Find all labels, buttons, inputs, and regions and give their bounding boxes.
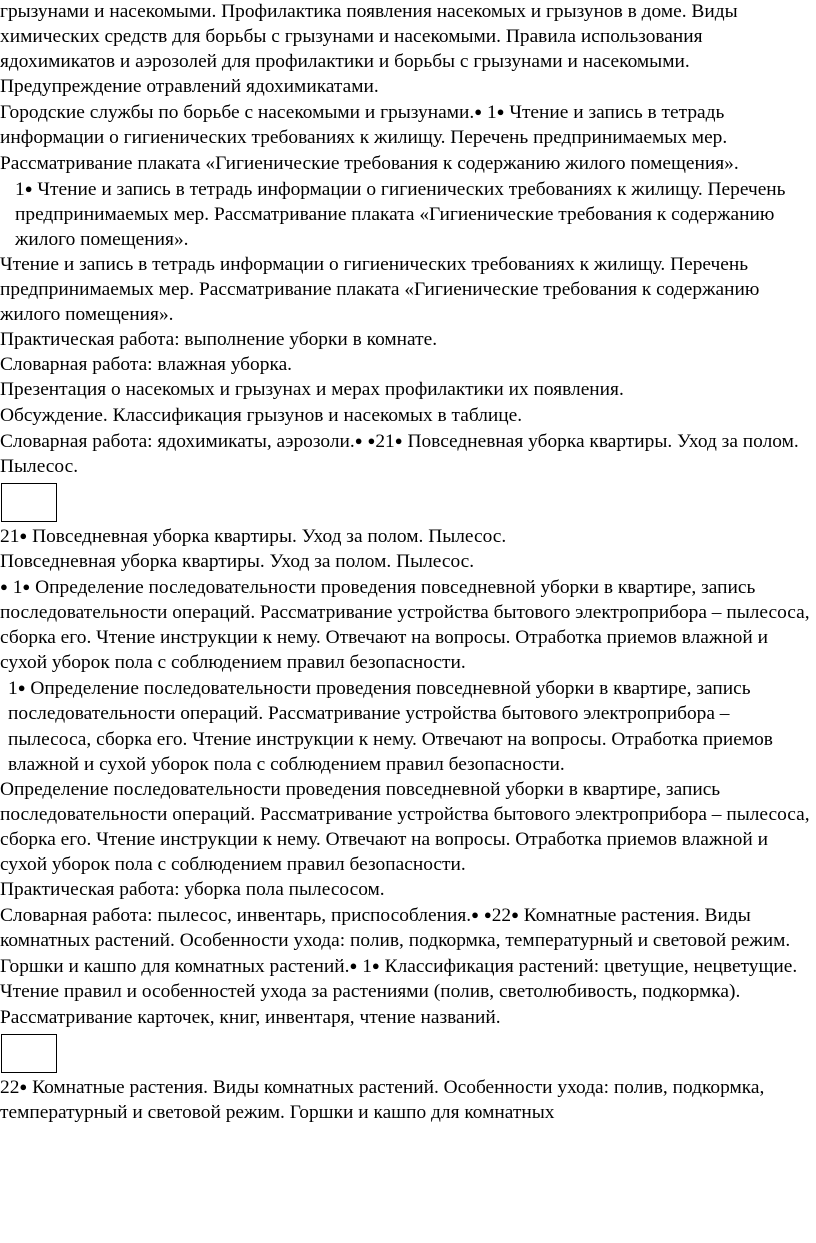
item-number: 1 [8,678,18,700]
paragraph [0,523,814,549]
paragraph: Практическая работа: выполнение уборки в комнате. [0,329,438,351]
paragraph: Чтение и запись в тетрадь информации о гигиенических требованиях к жилищу. Перечень предпринимаемых мер. Рассматривание плаката «Гигиенические требования к содержанию жилого помещения». [0,253,760,326]
bullet-icon: ● [24,180,33,196]
bullet-icon: ● [19,527,28,543]
bullet-icon: ● [483,907,492,923]
paragraph: Обсуждение. Классификация грызунов и насекомых в таблице. [0,404,523,426]
bullet-icon: ● [394,432,403,448]
paragraph: грызунами и насекомыми. Профилактика появления насекомых и грызунов в доме. Виды химических средств для борьбы с грызунами и насекомыми. Правила использования ядохимикатов и аэрозолей для профилактики и борьбы с грызунами и насекомыми. Предупреждение отравлений ядохимикатами. [0,1,738,98]
paragraph [0,574,814,675]
paragraph: Определение последовательности проведения повседневной уборки в квартире, запись последовательности операций. Рассматривание устройства бытового электроприбора – пылесоса, сборка его. Чтение инструкции к нему. Отвечают на вопросы. Отработка приемов влажной и сухой уборок пола с соблюдением правил безопасности. [0,778,810,875]
item-number: 1 [12,576,23,598]
item-number: 22 [0,1076,20,1098]
bullet-icon: ● [19,1078,28,1094]
topic-title: Повседневная уборка квартиры. Уход за полом. Пылесос. [0,430,799,477]
empty-table-cell [1,1034,57,1073]
paragraph [0,1074,814,1125]
item-number: 1 [15,178,25,200]
paragraph-text: Чтение и запись в тетрадь информации о гигиенических требованиях к жилищу. Перечень предпринимаемых мер. Рассматривание плаката «Гигиенические требования к содержанию жилого помещения». [15,178,786,250]
bullet-icon: ● [371,958,380,974]
paragraph: Презентация о насекомых и грызунах и мерах профилактики их появления. [0,379,624,401]
paragraph-text: Словарная работа: ядохимикаты, аэрозоли. [0,430,355,452]
bullet-icon: ● [354,432,363,448]
topic-title: Комнатные растения. Виды комнатных растений. Особенности ухода: полив, подкормка, температурный и световой режим. Горшки и кашпо для комнатных [0,1076,765,1123]
paragraph-text: Чтение и запись в тетрадь информации о гигиенических требованиях к жилищу. Перечень предпринимаемых мер. Рассматривание плаката «Гигиенические требования к содержанию жилого помещения». [0,102,739,174]
paragraph-text: Классификация растений: цветущие, нецветущие. Чтение правил и особенностей ухода за растениями (полив, светолюбивость, подкормка). Рассматривание карточек, книг, инвентаря, чтение названий. [0,956,798,1028]
paragraph [0,902,814,1029]
bullet-icon: ● [0,578,8,594]
item-number: 1 [362,956,372,978]
section-heading: Комнатные растения. Виды комнатных растений. Особенности ухода: полив, подкормка, температурный и световой режим. Горшки и кашпо для комнатных растений. [0,905,791,978]
paragraph-text: Словарная работа: пылесос, инвентарь, приспособления. [0,905,472,927]
item-number: 22 [491,905,512,927]
bullet-icon: ● [474,104,483,120]
bullet-icon: ● [471,907,479,923]
paragraph [0,428,814,479]
bullet-icon: ● [367,432,376,448]
topic-title: Повседневная уборка квартиры. Уход за полом. Пылесос. [32,525,507,547]
paragraph-text: Определение последовательности проведения повседневной уборки в квартире, запись последовательности операций. Рассматривание устройства бытового электроприбора – пылесоса, сборка его. Чтение инструкции к нему. Отвечают на вопросы. Отработка приемов влажной и сухой уборок пола с соблюдением правил безопасности. [0,576,810,674]
item-number: 21 [375,430,395,452]
bullet-icon: ● [496,104,505,120]
item-number: 21 [0,525,20,547]
bullet-icon: ● [349,958,358,974]
bullet-icon: ● [17,680,26,696]
bullet-icon: ● [22,578,31,594]
paragraph [0,99,814,175]
empty-table-cell [1,483,57,522]
paragraph: Практическая работа: уборка пола пылесосом. [0,879,385,901]
paragraph-text: Определение последовательности проведения повседневной уборки в квартире, запись последовательности операций. Рассматривание устройства бытового электроприбора – пылесоса, сборка его. Чтение инструкции к нему. Отвечают на вопросы. Отработка приемов влажной и сухой уборок пола с соблюдением правил безопасности. [8,678,773,775]
paragraph: Словарная работа: влажная уборка. [0,354,293,376]
item-number: 1 [486,102,497,124]
paragraph [0,176,814,252]
paragraph [0,675,814,776]
bullet-icon: ● [511,907,519,923]
paragraph: Повседневная уборка квартиры. Уход за полом. Пылесос. [0,550,475,572]
section-heading: Городские службы по борьбе с насекомыми и грызунами. [0,102,475,124]
